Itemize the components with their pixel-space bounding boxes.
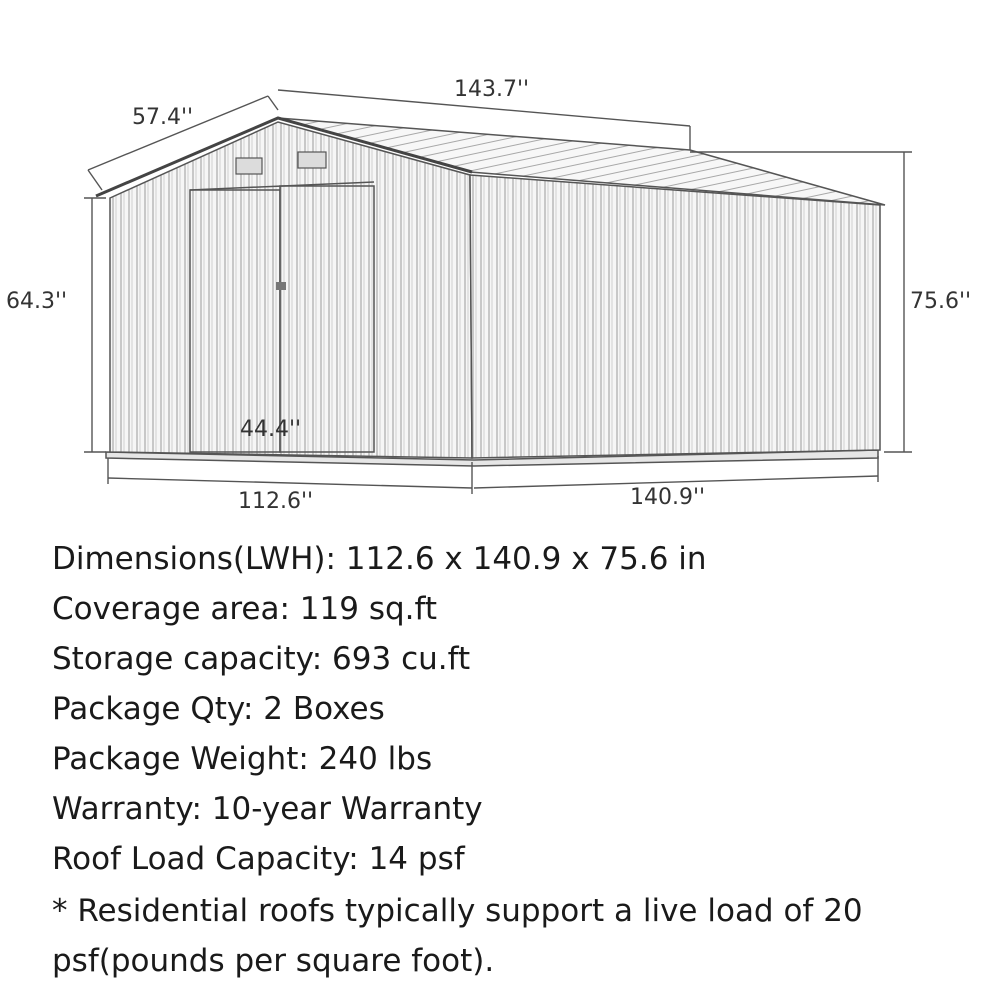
door-width-label: 44.4''	[240, 417, 302, 442]
wall-height-label: 64.3''	[6, 289, 68, 314]
side-wall	[470, 175, 880, 458]
vent-left	[236, 158, 262, 174]
base-width-label: 112.6''	[238, 489, 314, 514]
peak-height-label: 75.6''	[910, 289, 972, 314]
footnote: * Residential roofs typically support a live load of 20 psf(pounds per square foot).	[52, 893, 863, 979]
roof-length-label: 143.7''	[454, 77, 530, 102]
base-length-label: 140.9''	[630, 485, 706, 510]
spec-package-weight: Package Weight: 240 lbs	[52, 741, 433, 777]
spec-storage-capacity: Storage capacity: 693 cu.ft	[52, 641, 471, 677]
door-right	[280, 186, 374, 452]
spec-dimensions: Dimensions(LWH): 112.6 x 140.9 x 75.6 in	[52, 541, 707, 577]
shed-drawing	[96, 118, 885, 466]
spec-list	[52, 534, 982, 884]
door-left	[190, 190, 280, 452]
roof-depth-label: 57.4''	[132, 105, 194, 130]
spec-warranty: Warranty: 10-year Warranty	[52, 791, 483, 827]
vent-right	[298, 152, 326, 168]
door-handle	[276, 282, 286, 290]
spec-package-qty: Package Qty: 2 Boxes	[52, 691, 385, 727]
spec-coverage-area: Coverage area: 119 sq.ft	[52, 591, 438, 627]
spec-roof-load: Roof Load Capacity: 14 psf	[52, 841, 465, 877]
